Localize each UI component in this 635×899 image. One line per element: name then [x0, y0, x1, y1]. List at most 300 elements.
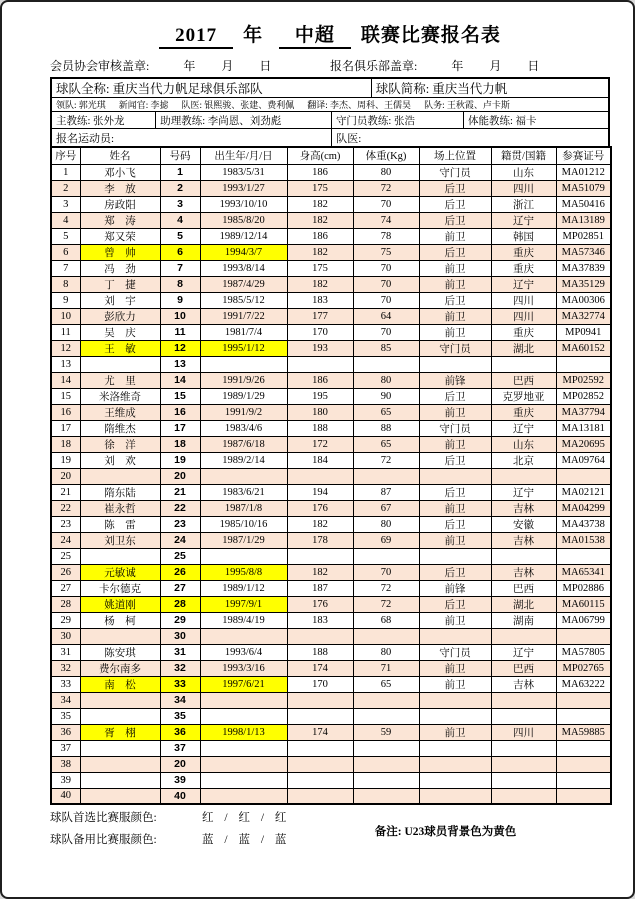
title-year-label: 年	[243, 25, 264, 46]
team-name-row	[52, 79, 608, 98]
cell-position: 前卫	[419, 724, 491, 740]
cell-origin	[491, 692, 556, 708]
player-row	[51, 564, 611, 580]
cell-name	[80, 548, 160, 564]
cell-serial: 39	[51, 772, 80, 788]
cell-height: 182	[287, 516, 353, 532]
cell-origin: 吉林	[491, 676, 556, 692]
fitness-coach: 体能教练: 福卡	[467, 115, 537, 127]
cell-origin: 辽宁	[491, 212, 556, 228]
cell-serial: 26	[51, 564, 80, 580]
cell-position: 守门员	[419, 340, 491, 356]
cell-number: 36	[160, 724, 200, 740]
player-row	[51, 644, 611, 660]
cell-cert-number: MP02592	[556, 372, 611, 388]
cell-number: 33	[160, 676, 200, 692]
cell-position: 前卫	[419, 260, 491, 276]
cell-origin: 吉林	[491, 532, 556, 548]
cell-cert-number: MA00306	[556, 292, 611, 308]
cell-birthdate: 1981/7/4	[200, 324, 287, 340]
cell-height: 176	[287, 596, 353, 612]
cell-position: 前卫	[419, 324, 491, 340]
player-row	[51, 628, 611, 644]
header-serial: 序号	[51, 147, 80, 164]
cell-birthdate: 1987/6/18	[200, 436, 287, 452]
cell-height: 193	[287, 340, 353, 356]
cell-position: 前卫	[419, 308, 491, 324]
cell-serial: 15	[51, 388, 80, 404]
staff-doctors: 队医: 银熙骏、张建、费利佩	[181, 100, 295, 110]
cell-name: 徐 洋	[80, 436, 160, 452]
cell-number: 26	[160, 564, 200, 580]
cell-height: 170	[287, 676, 353, 692]
cell-origin: 吉林	[491, 564, 556, 580]
player-row	[51, 452, 611, 468]
cell-number: 4	[160, 212, 200, 228]
table-header-row	[51, 147, 611, 164]
primary-kit-line	[50, 809, 375, 825]
cell-serial: 31	[51, 644, 80, 660]
cell-weight: 68	[353, 612, 419, 628]
cell-number: 10	[160, 308, 200, 324]
cell-height: 182	[287, 564, 353, 580]
title-rest: 联赛比赛报名表	[360, 25, 501, 46]
cell-weight: 80	[353, 516, 419, 532]
cell-cert-number	[556, 788, 611, 804]
year-label: 年	[183, 59, 196, 73]
header-number: 号码	[160, 147, 200, 164]
cell-height: 170	[287, 324, 353, 340]
cell-height	[287, 548, 353, 564]
cell-height: 182	[287, 196, 353, 212]
cell-serial: 20	[51, 468, 80, 484]
cell-origin: 湖北	[491, 596, 556, 612]
cell-weight: 88	[353, 420, 419, 436]
cell-name	[80, 468, 160, 484]
cell-number: 30	[160, 628, 200, 644]
team-info-box	[50, 77, 610, 146]
cell-number: 31	[160, 644, 200, 660]
cell-position: 前卫	[419, 404, 491, 420]
cell-position: 后卫	[419, 244, 491, 260]
month-label: 月	[489, 59, 502, 73]
cell-birthdate: 1997/6/21	[200, 676, 287, 692]
player-row	[51, 228, 611, 244]
cell-weight	[353, 356, 419, 372]
cell-position: 后卫	[419, 180, 491, 196]
cell-cert-number: MA65341	[556, 564, 611, 580]
cell-height: 183	[287, 292, 353, 308]
cell-cert-number: MA57805	[556, 644, 611, 660]
cell-name: 刘 宇	[80, 292, 160, 308]
player-row	[51, 740, 611, 756]
cell-height: 182	[287, 212, 353, 228]
cell-name: 王维成	[80, 404, 160, 420]
cell-cert-number	[556, 468, 611, 484]
cell-origin: 重庆	[491, 260, 556, 276]
cell-cert-number: MA01212	[556, 164, 611, 180]
cell-weight	[353, 708, 419, 724]
header-birthdate: 出生年/月/日	[200, 147, 287, 164]
cell-weight: 72	[353, 180, 419, 196]
cell-origin: 重庆	[491, 404, 556, 420]
player-row	[51, 420, 611, 436]
cell-serial: 28	[51, 596, 80, 612]
cell-cert-number	[556, 548, 611, 564]
player-row	[51, 692, 611, 708]
cell-origin: 辽宁	[491, 484, 556, 500]
cell-serial: 18	[51, 436, 80, 452]
cell-cert-number: MA32774	[556, 308, 611, 324]
cell-position: 后卫	[419, 564, 491, 580]
day-label: 日	[527, 59, 540, 73]
cell-serial: 33	[51, 676, 80, 692]
registered-players-row	[52, 129, 608, 146]
cell-cert-number: MP02886	[556, 580, 611, 596]
cell-serial: 12	[51, 340, 80, 356]
cell-serial: 24	[51, 532, 80, 548]
cell-height: 195	[287, 388, 353, 404]
cell-birthdate: 1983/6/21	[200, 484, 287, 500]
cell-origin: 辽宁	[491, 420, 556, 436]
cell-position: 前卫	[419, 500, 491, 516]
cell-cert-number: MA04299	[556, 500, 611, 516]
staff-row	[52, 98, 608, 112]
cell-serial: 32	[51, 660, 80, 676]
cell-serial: 23	[51, 516, 80, 532]
club-stamp-label: 报名俱乐部盖章:	[330, 59, 418, 73]
cell-serial: 22	[51, 500, 80, 516]
cell-position: 守门员	[419, 164, 491, 180]
cell-serial: 35	[51, 708, 80, 724]
cell-position: 前卫	[419, 660, 491, 676]
kit-colors	[50, 809, 375, 853]
cell-weight: 80	[353, 644, 419, 660]
cell-serial: 27	[51, 580, 80, 596]
cell-cert-number: MP02765	[556, 660, 611, 676]
cell-number: 12	[160, 340, 200, 356]
cell-name: 隋东陆	[80, 484, 160, 500]
cell-weight: 87	[353, 484, 419, 500]
year-label: 年	[451, 59, 464, 73]
cell-name: 刘 欢	[80, 452, 160, 468]
cell-birthdate: 1993/6/4	[200, 644, 287, 660]
cell-position: 后卫	[419, 196, 491, 212]
cell-weight: 70	[353, 292, 419, 308]
player-roster-table	[50, 146, 612, 805]
primary-kit-value: 红 / 红 / 红	[202, 812, 291, 824]
cell-position: 后卫	[419, 388, 491, 404]
cell-position: 前卫	[419, 436, 491, 452]
player-row	[51, 516, 611, 532]
cell-number: 20	[160, 756, 200, 772]
player-row	[51, 772, 611, 788]
cell-cert-number: MP02851	[556, 228, 611, 244]
cell-height: 187	[287, 580, 353, 596]
cell-name: 卡尔德克	[80, 580, 160, 596]
cell-number: 24	[160, 532, 200, 548]
cell-cert-number: MA59885	[556, 724, 611, 740]
cell-number: 15	[160, 388, 200, 404]
cell-serial: 3	[51, 196, 80, 212]
association-stamp-label: 会员协会审核盖章:	[50, 59, 150, 73]
cell-weight: 72	[353, 452, 419, 468]
cell-origin: 巴西	[491, 660, 556, 676]
cell-birthdate	[200, 756, 287, 772]
cell-name: 王 敏	[80, 340, 160, 356]
cell-height	[287, 788, 353, 804]
cell-birthdate	[200, 740, 287, 756]
player-row	[51, 548, 611, 564]
cell-number: 29	[160, 612, 200, 628]
cell-number: 21	[160, 484, 200, 500]
cell-birthdate: 1993/3/16	[200, 660, 287, 676]
cell-origin	[491, 788, 556, 804]
player-row	[51, 276, 611, 292]
cell-height: 175	[287, 180, 353, 196]
cell-origin	[491, 468, 556, 484]
cell-weight: 65	[353, 676, 419, 692]
cell-birthdate: 1989/2/14	[200, 452, 287, 468]
day-label: 日	[259, 59, 272, 73]
cell-position	[419, 692, 491, 708]
cell-height	[287, 628, 353, 644]
player-row	[51, 484, 611, 500]
cell-cert-number: MA09764	[556, 452, 611, 468]
cell-serial: 21	[51, 484, 80, 500]
cell-name: 尤 里	[80, 372, 160, 388]
cell-name	[80, 708, 160, 724]
player-row	[51, 676, 611, 692]
cell-weight: 70	[353, 276, 419, 292]
goalkeeper-coach: 守门员教练: 张浩	[332, 112, 464, 128]
cell-weight: 80	[353, 372, 419, 388]
title-year: 2017	[159, 25, 233, 49]
cell-birthdate: 1998/1/13	[200, 724, 287, 740]
cell-number: 6	[160, 244, 200, 260]
staff-managers: 队务: 王秋霞、卢卡斯	[424, 100, 510, 110]
cell-height: 174	[287, 660, 353, 676]
cell-weight: 70	[353, 324, 419, 340]
player-row	[51, 372, 611, 388]
cell-name	[80, 740, 160, 756]
cell-weight: 72	[353, 596, 419, 612]
alternate-kit-line	[50, 831, 375, 847]
cell-cert-number: MA06799	[556, 612, 611, 628]
cell-serial: 25	[51, 548, 80, 564]
cell-origin: 安徽	[491, 516, 556, 532]
cell-cert-number: MP02852	[556, 388, 611, 404]
cell-origin: 浙江	[491, 196, 556, 212]
cell-number: 13	[160, 356, 200, 372]
cell-origin: 山东	[491, 164, 556, 180]
cell-name: 丁 捷	[80, 276, 160, 292]
cell-position	[419, 708, 491, 724]
cell-weight	[353, 692, 419, 708]
cell-cert-number: MA37839	[556, 260, 611, 276]
cell-height: 183	[287, 612, 353, 628]
cell-number: 3	[160, 196, 200, 212]
cell-position: 后卫	[419, 596, 491, 612]
cell-birthdate: 1995/1/12	[200, 340, 287, 356]
cell-origin	[491, 548, 556, 564]
cell-origin	[491, 708, 556, 724]
cell-origin	[491, 740, 556, 756]
cell-number: 39	[160, 772, 200, 788]
cell-origin: 辽宁	[491, 276, 556, 292]
cell-weight: 70	[353, 260, 419, 276]
cell-weight: 72	[353, 580, 419, 596]
cell-name	[80, 628, 160, 644]
cell-cert-number	[556, 772, 611, 788]
cell-cert-number: MA37794	[556, 404, 611, 420]
cell-origin: 吉林	[491, 500, 556, 516]
cell-serial: 1	[51, 164, 80, 180]
cell-position	[419, 468, 491, 484]
player-row	[51, 164, 611, 180]
cell-birthdate: 1991/9/2	[200, 404, 287, 420]
cell-height	[287, 356, 353, 372]
cell-cert-number	[556, 356, 611, 372]
player-row	[51, 244, 611, 260]
cell-weight	[353, 756, 419, 772]
cell-position: 守门员	[419, 644, 491, 660]
cell-height: 186	[287, 164, 353, 180]
cell-position	[419, 740, 491, 756]
cell-serial: 36	[51, 724, 80, 740]
cell-weight: 64	[353, 308, 419, 324]
player-row	[51, 708, 611, 724]
player-row	[51, 436, 611, 452]
cell-birthdate: 1991/9/26	[200, 372, 287, 388]
cell-birthdate	[200, 628, 287, 644]
cell-origin: 克罗地亚	[491, 388, 556, 404]
staff-translators: 翻译: 李杰、周科、王儒昊	[307, 100, 412, 110]
cell-name: 陈 雷	[80, 516, 160, 532]
cell-origin: 巴西	[491, 372, 556, 388]
cell-cert-number	[556, 692, 611, 708]
cell-height	[287, 692, 353, 708]
cell-height: 184	[287, 452, 353, 468]
player-row	[51, 324, 611, 340]
month-label: 月	[221, 59, 234, 73]
cell-position	[419, 628, 491, 644]
cell-name	[80, 772, 160, 788]
cell-name	[80, 692, 160, 708]
cell-cert-number: MA01538	[556, 532, 611, 548]
cell-weight: 85	[353, 340, 419, 356]
cell-position: 后卫	[419, 292, 491, 308]
cell-name: 吴 庆	[80, 324, 160, 340]
cell-height: 178	[287, 532, 353, 548]
cell-name: 邓小飞	[80, 164, 160, 180]
cell-cert-number: MA63222	[556, 676, 611, 692]
cell-weight: 70	[353, 196, 419, 212]
cell-position: 后卫	[419, 452, 491, 468]
cell-number: 37	[160, 740, 200, 756]
cell-height: 177	[287, 308, 353, 324]
header-weight: 体重(Kg)	[353, 147, 419, 164]
cell-name: 杨 柯	[80, 612, 160, 628]
cell-serial: 7	[51, 260, 80, 276]
cell-origin	[491, 356, 556, 372]
cell-birthdate	[200, 548, 287, 564]
cell-birthdate: 1983/5/31	[200, 164, 287, 180]
cell-serial: 34	[51, 692, 80, 708]
cell-birthdate: 1983/4/6	[200, 420, 287, 436]
cell-position	[419, 548, 491, 564]
cell-number: 9	[160, 292, 200, 308]
cell-weight: 78	[353, 228, 419, 244]
cell-weight: 75	[353, 244, 419, 260]
staff-press-officer: 新闻官: 李摅	[118, 100, 169, 110]
player-row	[51, 724, 611, 740]
cell-serial: 9	[51, 292, 80, 308]
cell-name: 元敏诚	[80, 564, 160, 580]
cell-origin: 四川	[491, 180, 556, 196]
cell-birthdate	[200, 708, 287, 724]
header-position: 场上位置	[419, 147, 491, 164]
player-row	[51, 596, 611, 612]
cell-weight: 71	[353, 660, 419, 676]
cell-height: 182	[287, 276, 353, 292]
cell-serial: 14	[51, 372, 80, 388]
cell-height: 188	[287, 644, 353, 660]
cell-birthdate: 1985/10/16	[200, 516, 287, 532]
player-row	[51, 756, 611, 772]
cell-number: 8	[160, 276, 200, 292]
staff-leader: 领队: 郭光琪	[56, 100, 106, 110]
cell-position: 后卫	[419, 516, 491, 532]
cell-birthdate	[200, 356, 287, 372]
player-row	[51, 404, 611, 420]
cell-number: 35	[160, 708, 200, 724]
title-league: 中超	[279, 20, 351, 49]
cell-cert-number: MA13189	[556, 212, 611, 228]
cell-cert-number: MA51079	[556, 180, 611, 196]
cell-weight: 80	[353, 164, 419, 180]
cell-name: 费尔南多	[80, 660, 160, 676]
cell-weight	[353, 740, 419, 756]
cell-position: 前锋	[419, 372, 491, 388]
cell-number: 11	[160, 324, 200, 340]
cell-cert-number	[556, 708, 611, 724]
cell-origin	[491, 756, 556, 772]
cell-name: 李 放	[80, 180, 160, 196]
cell-birthdate: 1985/5/12	[200, 292, 287, 308]
cell-position: 前卫	[419, 612, 491, 628]
cell-number: 32	[160, 660, 200, 676]
cell-origin	[491, 772, 556, 788]
team-doctor-label: 队医:	[336, 132, 362, 145]
cell-number: 34	[160, 692, 200, 708]
cell-origin: 四川	[491, 308, 556, 324]
cell-name: 胥 栩	[80, 724, 160, 740]
cell-height: 180	[287, 404, 353, 420]
cell-position	[419, 772, 491, 788]
cell-height: 172	[287, 436, 353, 452]
cell-weight: 90	[353, 388, 419, 404]
cell-birthdate: 1989/12/14	[200, 228, 287, 244]
cell-origin: 湖南	[491, 612, 556, 628]
player-row	[51, 532, 611, 548]
cell-weight	[353, 772, 419, 788]
cell-birthdate: 1997/9/1	[200, 596, 287, 612]
cell-birthdate: 1985/8/20	[200, 212, 287, 228]
cell-weight: 59	[353, 724, 419, 740]
primary-kit-label: 球队首选比赛服颜色:	[50, 812, 157, 824]
association-stamp	[50, 57, 330, 74]
